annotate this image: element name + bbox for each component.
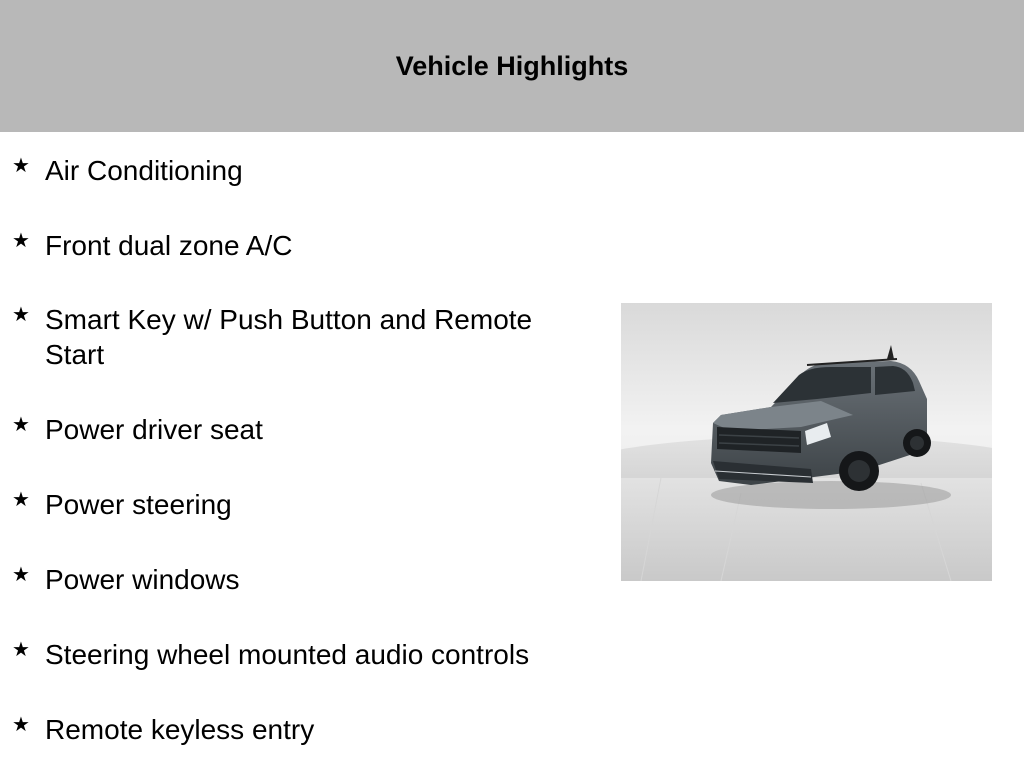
- feature-label: Smart Key w/ Push Button and Remote Start: [45, 304, 533, 370]
- feature-label: Front dual zone A/C: [45, 230, 293, 261]
- star-icon: ★: [12, 489, 30, 511]
- star-icon: ★: [12, 564, 30, 586]
- star-icon: ★: [12, 155, 30, 177]
- feature-label: Steering wheel mounted audio controls: [45, 639, 530, 670]
- feature-label: Power windows: [45, 564, 240, 595]
- star-icon: ★: [12, 304, 30, 326]
- feature-label: Power steering: [45, 489, 232, 520]
- feature-label: Remote keyless entry: [45, 714, 315, 745]
- star-icon: ★: [12, 714, 30, 736]
- star-icon: ★: [12, 230, 30, 252]
- feature-label: Power driver seat: [45, 414, 263, 445]
- page-title: Vehicle Highlights: [395, 50, 629, 81]
- star-icon: ★: [12, 414, 30, 436]
- feature-label: Air Conditioning: [45, 155, 243, 186]
- header-banner: [0, 0, 1024, 132]
- star-icon: ★: [12, 639, 30, 661]
- suv-photo-icon: [621, 303, 992, 581]
- vehicle-photo: [621, 303, 992, 581]
